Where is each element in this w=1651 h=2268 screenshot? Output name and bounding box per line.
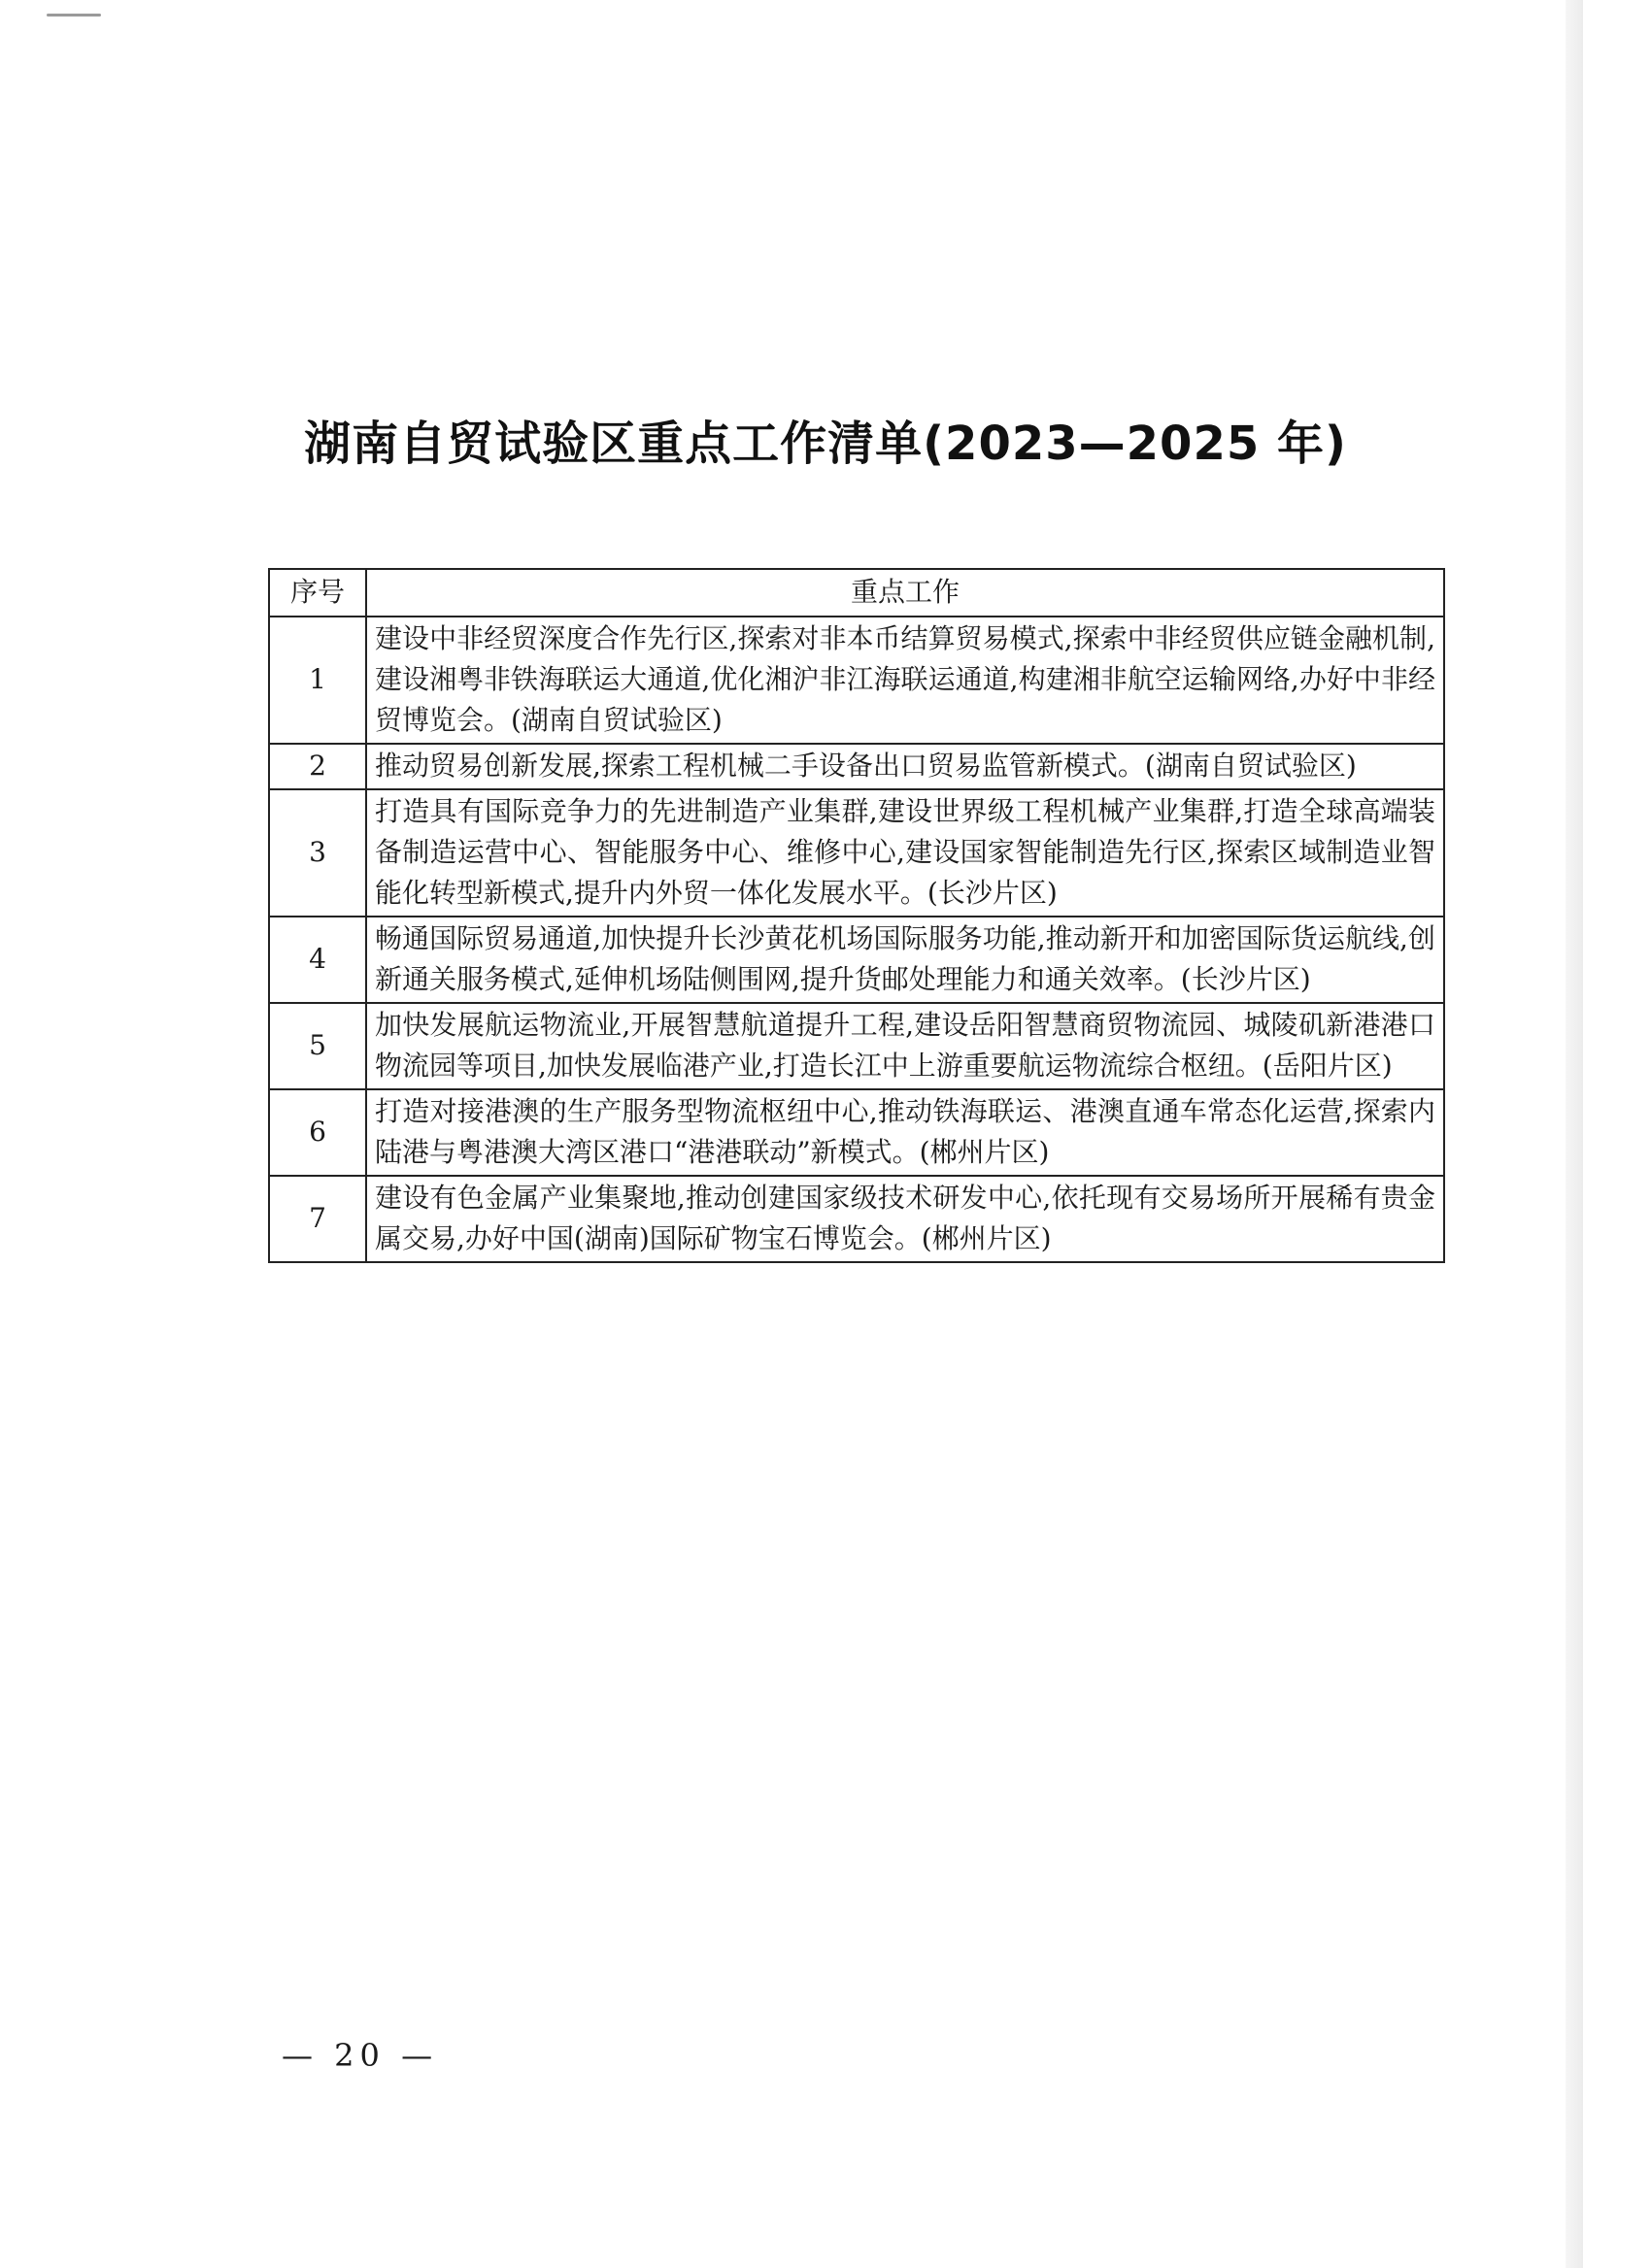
row-index: 7 [269, 1176, 366, 1262]
document-title: 湖南自贸试验区重点工作清单(2023—2025 年) [304, 417, 1347, 471]
scan-mark [47, 14, 101, 17]
row-index: 6 [269, 1089, 366, 1176]
table-row [269, 1089, 1444, 1176]
row-index: 1 [269, 617, 366, 744]
header-key-work: 重点工作 [366, 569, 1444, 617]
row-content: 建设中非经贸深度合作先行区,探索对非本币结算贸易模式,探索中非经贸供应链金融机制,建设湘粤非铁海联运大通道,优化湘沪非江海联运通道,构建湘非航空运输网络,办好中非经贸博览会。(湖南自贸试验区) [366, 617, 1444, 744]
header-index: 序号 [269, 569, 366, 617]
table-row [269, 744, 1444, 789]
row-content: 推动贸易创新发展,探索工程机械二手设备出口贸易监管新模式。(湖南自贸试验区) [366, 744, 1444, 789]
table-row [269, 1176, 1444, 1262]
row-content: 畅通国际贸易通道,加快提升长沙黄花机场国际服务功能,推动新开和加密国际货运航线,创新通关服务模式,延伸机场陆侧围网,提升货邮处理能力和通关效率。(长沙片区) [366, 917, 1444, 1003]
row-content: 打造具有国际竞争力的先进制造产业集群,建设世界级工程机械产业集群,打造全球高端装备制造运营中心、智能服务中心、维修中心,建设国家智能制造先行区,探索区域制造业智能化转型新模式,提升内外贸一体化发展水平。(长沙片区) [366, 789, 1444, 917]
row-content: 加快发展航运物流业,开展智慧航道提升工程,建设岳阳智慧商贸物流园、城陵矶新港港口物流园等项目,加快发展临港产业,打造长江中上游重要航运物流综合枢纽。(岳阳片区) [366, 1003, 1444, 1089]
row-index: 3 [269, 789, 366, 917]
table-row [269, 617, 1444, 744]
row-index: 5 [269, 1003, 366, 1089]
row-index: 4 [269, 917, 366, 1003]
table-header-row [269, 569, 1444, 617]
row-index: 2 [269, 744, 366, 789]
page-edge-shadow [1566, 0, 1583, 2268]
key-work-table [268, 568, 1445, 1263]
row-content: 打造对接港澳的生产服务型物流枢纽中心,推动铁海联运、港澳直通车常态化运营,探索内陆港与粤港澳大湾区港口“港港联动”新模式。(郴州片区) [366, 1089, 1444, 1176]
page-number: — 20 — [282, 2037, 439, 2074]
row-content: 建设有色金属产业集聚地,推动创建国家级技术研发中心,依托现有交易场所开展稀有贵金属交易,办好中国(湖南)国际矿物宝石博览会。(郴州片区) [366, 1176, 1444, 1262]
table-row [269, 789, 1444, 917]
table-row [269, 917, 1444, 1003]
table-row [269, 1003, 1444, 1089]
